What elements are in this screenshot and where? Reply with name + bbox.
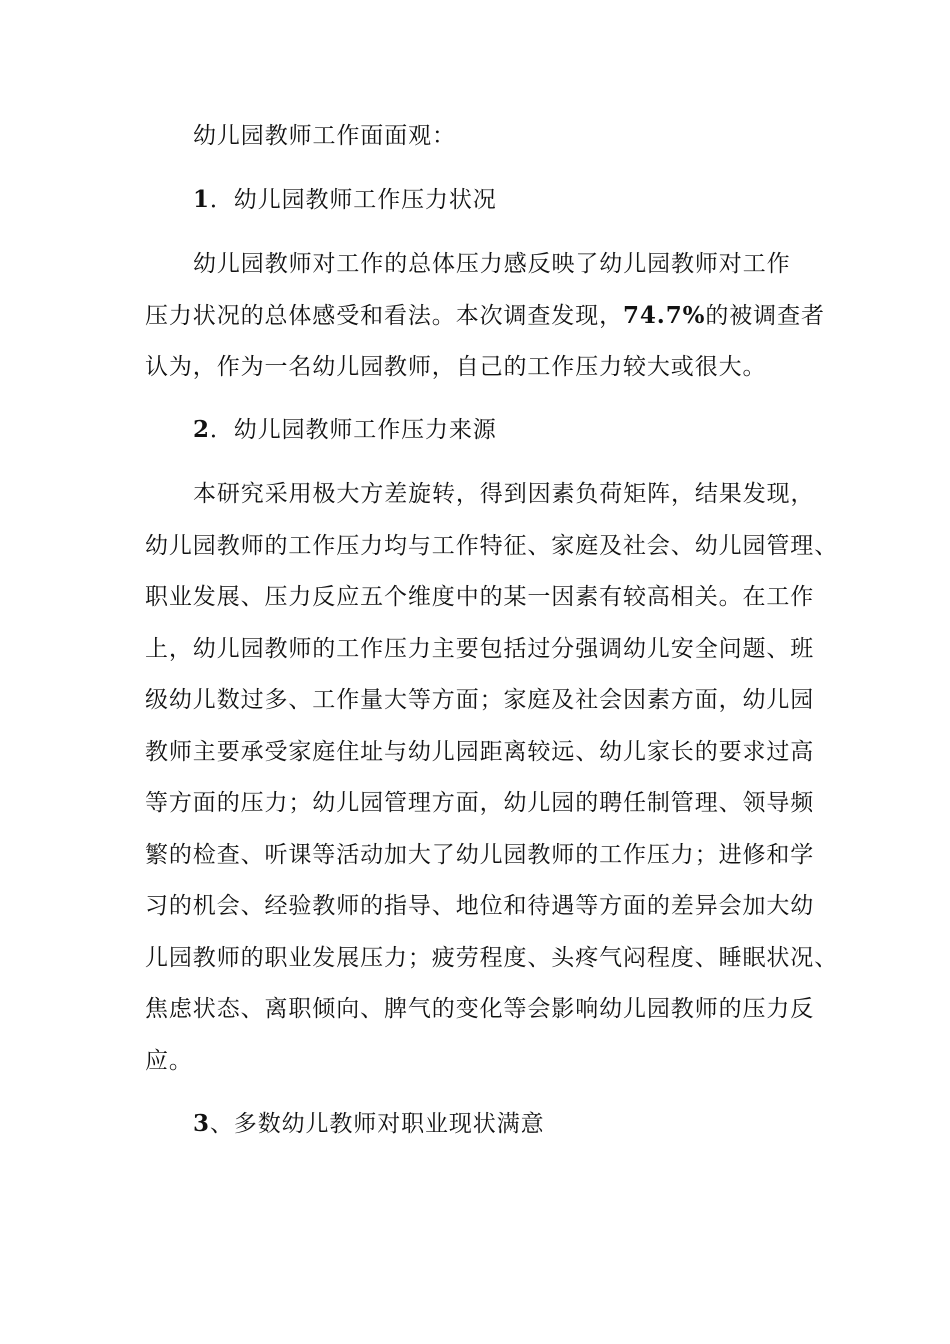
section-3-heading [193, 1104, 545, 1144]
paragraph-text: 应。 [145, 1048, 193, 1074]
paragraph-text: 认为，作为一名幼儿园教师，自己的工作压力较大或很大。 [145, 354, 767, 380]
section-2-number: 2 [193, 416, 210, 443]
paragraph-line [193, 474, 814, 514]
section-2-title: ．幼儿园教师工作压力来源 [209, 417, 497, 443]
paragraph-text: 本研究采用极大方差旋转，得到因素负荷矩阵，结果发现， [193, 481, 815, 507]
intro-text: 幼儿园教师工作面面观： [193, 123, 456, 149]
intro-line [193, 116, 456, 156]
paragraph-text: 的被调查者 [705, 303, 825, 329]
paragraph-text: 教师主要承受家庭住址与幼儿园距离较远、幼儿家长的要求过高 [145, 739, 815, 765]
paragraph-line [145, 989, 814, 1029]
paragraph-line [145, 938, 838, 978]
section-1-heading [193, 180, 497, 220]
paragraph-line [145, 732, 814, 772]
paragraph-line [145, 1041, 193, 1081]
paragraph-text: 幼儿园教师对工作的总体压力感反映了幼儿园教师对工作 [193, 251, 791, 277]
paragraph-line [193, 244, 791, 284]
paragraph-line [145, 296, 825, 336]
paragraph-line [145, 526, 838, 566]
paragraph-text: 职业发展、压力反应五个维度中的某一因素有较高相关。在工作 [145, 584, 815, 610]
paragraph-text: 幼儿园教师的工作压力均与工作特征、家庭及社会、幼儿园管理、 [145, 533, 839, 559]
paragraph-text: 儿园教师的职业发展压力；疲劳程度、头疼气闷程度、睡眠状况、 [145, 945, 839, 971]
section-3-title: 、多数幼儿教师对职业现状满意 [209, 1111, 545, 1137]
paragraph-text: 习的机会、经验教师的指导、地位和待遇等方面的差异会加大幼 [145, 893, 815, 919]
paragraph-line [145, 577, 814, 617]
paragraph-line [145, 680, 814, 720]
paragraph-text: 繁的检查、听课等活动加大了幼儿园教师的工作压力；进修和学 [145, 842, 815, 868]
paragraph-text: 等方面的压力；幼儿园管理方面，幼儿园的聘任制管理、领导频 [145, 790, 815, 816]
paragraph-line [145, 835, 814, 875]
section-3-number: 3 [193, 1110, 210, 1137]
section-1-number: 1 [193, 186, 210, 213]
paragraph-line [145, 886, 814, 926]
survey-percentage: 74.7% [623, 302, 706, 329]
paragraph-text: 压力状况的总体感受和看法。本次调查发现， [145, 303, 623, 329]
paragraph-line [145, 783, 814, 823]
paragraph-line [145, 629, 814, 669]
paragraph-text: 级幼儿数过多、工作量大等方面；家庭及社会因素方面，幼儿园 [145, 687, 815, 713]
section-2-heading [193, 410, 497, 450]
section-1-title: ．幼儿园教师工作压力状况 [209, 187, 497, 213]
paragraph-text: 上，幼儿园教师的工作压力主要包括过分强调幼儿安全问题、班 [145, 636, 815, 662]
paragraph-text: 焦虑状态、离职倾向、脾气的变化等会影响幼儿园教师的压力反 [145, 996, 815, 1022]
paragraph-line [145, 347, 766, 387]
